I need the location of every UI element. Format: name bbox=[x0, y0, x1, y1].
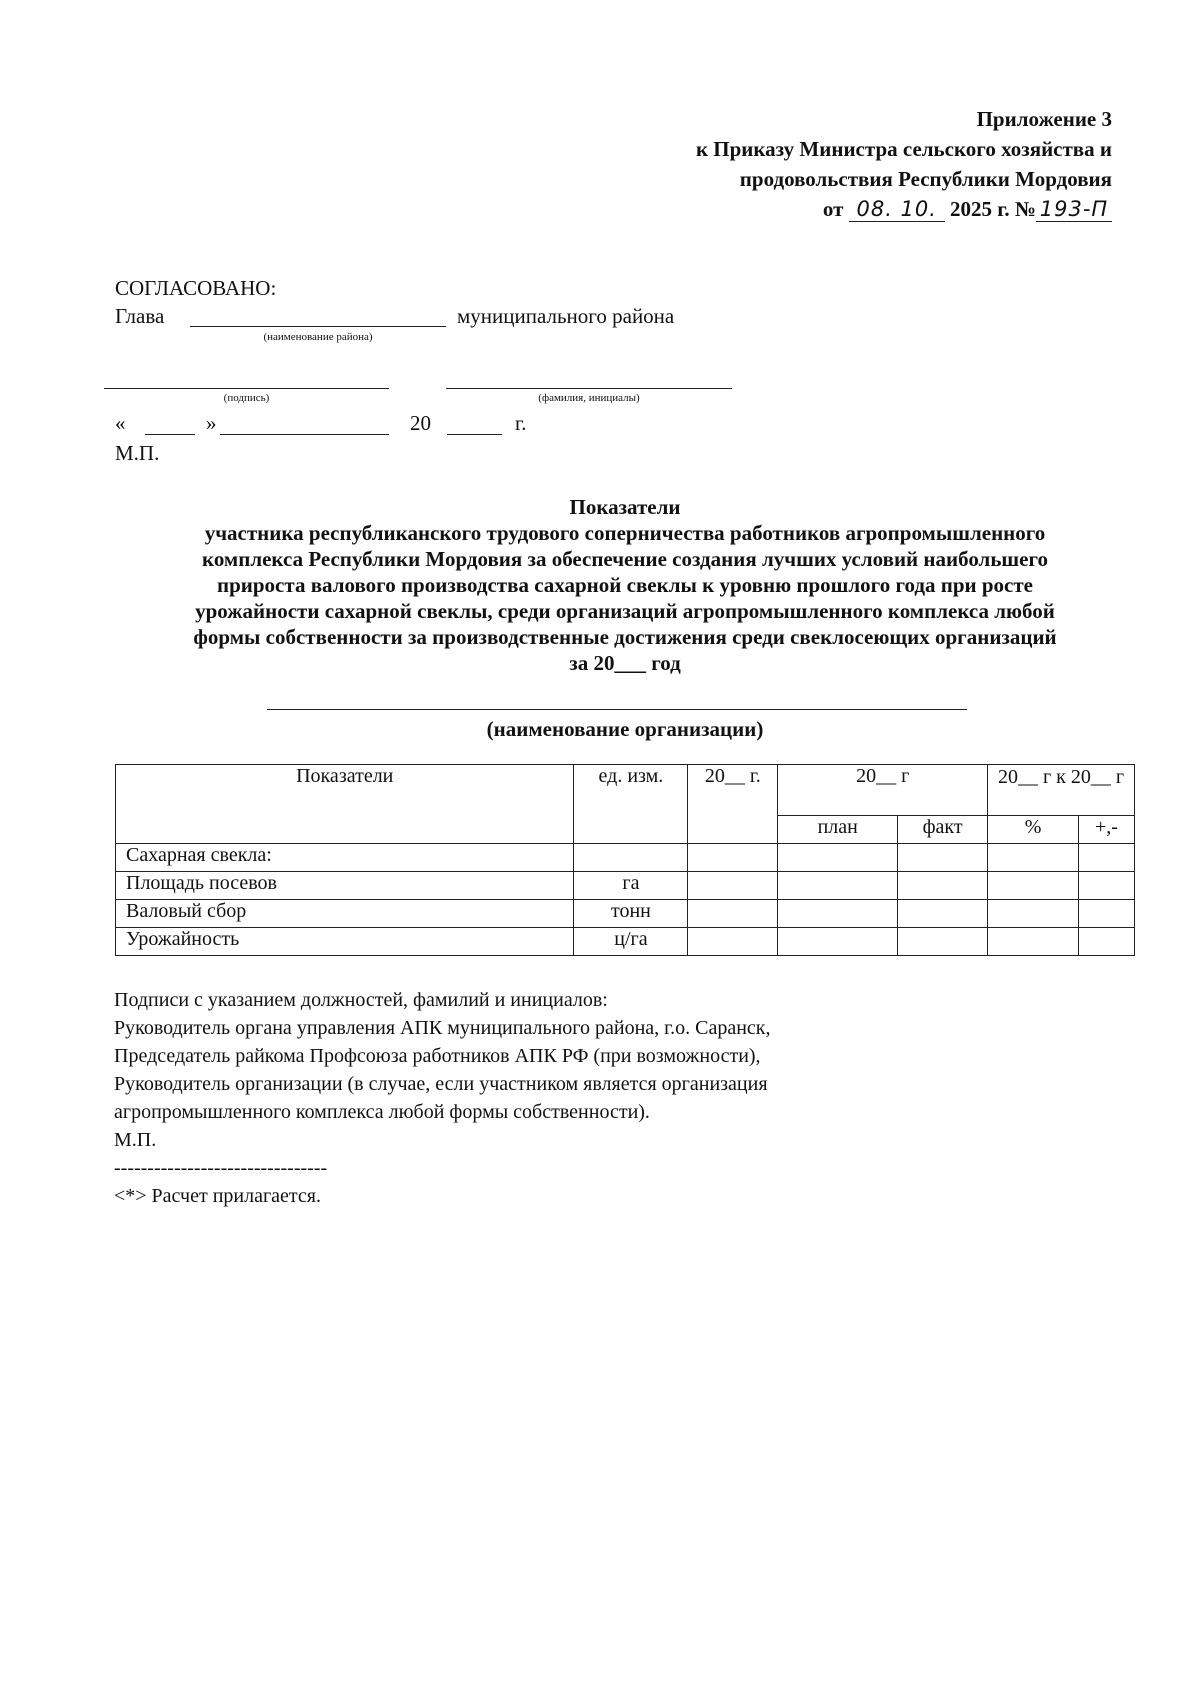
signatory-line: Председатель райкома Профсоюза работников АПК РФ (при возможности), bbox=[114, 1045, 761, 1067]
empty-cell bbox=[688, 928, 778, 956]
header-unit: ед. изм. bbox=[574, 765, 688, 844]
empty-cell bbox=[1078, 900, 1134, 928]
row-name: Валовый сбор bbox=[116, 900, 574, 928]
indicators-table bbox=[115, 764, 1135, 956]
date-prefix: от bbox=[822, 197, 844, 221]
order-date-handwritten: 08. 10. bbox=[849, 197, 945, 222]
date-quote-open: « bbox=[115, 411, 126, 435]
signatures-block bbox=[114, 986, 771, 1210]
row-unit: га bbox=[574, 872, 688, 900]
signatures-intro: Подписи с указанием должностей, фамилий и инициалов: bbox=[114, 989, 608, 1011]
header-plan: план bbox=[778, 816, 898, 844]
empty-cell bbox=[778, 928, 898, 956]
empty-cell bbox=[898, 928, 988, 956]
empty-cell bbox=[1078, 844, 1134, 872]
document-title bbox=[60, 494, 1190, 676]
header-indicators: Показатели bbox=[116, 765, 574, 844]
organization-name-line bbox=[267, 709, 967, 710]
title-heading: Показатели bbox=[569, 495, 681, 519]
row-unit: ц/га bbox=[574, 928, 688, 956]
empty-cell bbox=[988, 872, 1079, 900]
empty-cell bbox=[898, 844, 988, 872]
table-row bbox=[116, 928, 1135, 956]
empty-cell bbox=[988, 900, 1079, 928]
year-suffix: г. bbox=[515, 411, 527, 435]
header-comparison: 20__ г к 20__ г bbox=[988, 765, 1135, 816]
stamp-label: М.П. bbox=[115, 441, 160, 465]
row-name: Урожайность bbox=[116, 928, 574, 956]
empty-cell bbox=[988, 928, 1079, 956]
empty-cell bbox=[988, 844, 1079, 872]
signature-caption: (подпись) bbox=[223, 392, 270, 404]
year-prefix: 20 bbox=[410, 411, 431, 435]
title-line: участника республиканского трудового соперничества работников агропромышленного bbox=[204, 521, 1046, 545]
appendix-header bbox=[696, 104, 1112, 224]
table-row bbox=[116, 900, 1135, 928]
footnote-separator: -------------------------------- bbox=[114, 1157, 328, 1179]
empty-cell bbox=[688, 872, 778, 900]
ministry-name: продовольствия Республики Мордовия bbox=[739, 167, 1112, 191]
empty-cell bbox=[778, 844, 898, 872]
footnote: <*> Расчет прилагается. bbox=[114, 1185, 321, 1207]
title-line: комплекса Республики Мордовия за обеспечение создания лучших условий наибольшего bbox=[202, 547, 1048, 571]
day-line bbox=[145, 434, 195, 435]
district-caption: (наименование района) bbox=[263, 331, 373, 343]
signatory-line: агропромышленного комплекса любой формы собственности). bbox=[114, 1101, 650, 1123]
header-diff: +,- bbox=[1078, 816, 1134, 844]
empty-cell bbox=[778, 900, 898, 928]
signatory-line: Руководитель организации (в случае, если участником является организация bbox=[114, 1073, 768, 1095]
table-row bbox=[116, 872, 1135, 900]
appendix-number: Приложение 3 bbox=[976, 107, 1112, 131]
district-name-line bbox=[190, 326, 446, 327]
month-line bbox=[220, 434, 389, 435]
order-year-text: 2025 г. № bbox=[949, 197, 1036, 221]
table-row bbox=[116, 844, 1135, 872]
empty-cell bbox=[898, 872, 988, 900]
header-prev-year: 20__ г. bbox=[688, 765, 778, 844]
empty-cell bbox=[688, 844, 778, 872]
order-date-line bbox=[696, 194, 1112, 224]
title-line: формы собственности за производственные достижения среди свеклосеющих организаций bbox=[193, 625, 1057, 649]
header-percent: % bbox=[988, 816, 1079, 844]
row-name: Сахарная свекла: bbox=[116, 844, 574, 872]
empty-cell bbox=[1078, 872, 1134, 900]
name-caption: (фамилия, инициалы) bbox=[538, 392, 640, 404]
empty-cell bbox=[688, 900, 778, 928]
head-label: Глава bbox=[115, 304, 165, 328]
signatures-stamp: М.П. bbox=[114, 1129, 157, 1151]
district-suffix: муниципального района bbox=[457, 304, 675, 328]
header-current-year: 20__ г bbox=[778, 765, 988, 816]
signatory-line: Руководитель органа управления АПК муниципального района, г.о. Саранск, bbox=[114, 1017, 771, 1039]
organization-caption: (наименование организации) bbox=[486, 717, 764, 741]
year-line bbox=[447, 434, 502, 435]
empty-cell bbox=[1078, 928, 1134, 956]
signature-line bbox=[104, 388, 389, 389]
row-name: Площадь посевов bbox=[116, 872, 574, 900]
name-line bbox=[446, 388, 732, 389]
title-line: прироста валового производства сахарной свеклы к уровню прошлого года при росте bbox=[217, 573, 1033, 597]
row-unit: тонн bbox=[574, 900, 688, 928]
order-reference: к Приказу Министра сельского хозяйства и bbox=[695, 137, 1112, 161]
title-line: урожайности сахарной свеклы, среди организаций агропромышленного комплекса любой bbox=[195, 599, 1055, 623]
title-year-line: за 20___ год bbox=[569, 651, 681, 675]
date-quote-close: » bbox=[206, 411, 217, 435]
row-unit bbox=[574, 844, 688, 872]
order-number-handwritten: 193-П bbox=[1036, 197, 1112, 222]
empty-cell bbox=[898, 900, 988, 928]
table-header-row bbox=[116, 765, 1135, 816]
header-fact: факт bbox=[898, 816, 988, 844]
agreed-label: СОГЛАСОВАНО: bbox=[115, 276, 277, 300]
empty-cell bbox=[778, 872, 898, 900]
